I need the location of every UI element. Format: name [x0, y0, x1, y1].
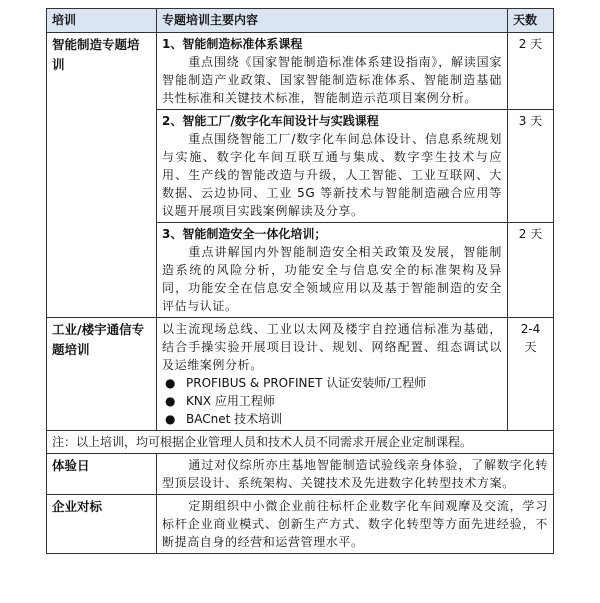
table-row: [47, 33, 554, 110]
category-experience-day: 体验日: [47, 454, 157, 495]
benchmark-desc: 定期组织中小微企业前往标杆企业数字化车间观摩及交流，学习标杆企业商业模式、创新生产方式、数字化转型等方面先进经验，不断提高自身的经营和运营管理水平。: [162, 499, 548, 549]
certification-list: [162, 374, 502, 428]
table-row: [47, 495, 554, 554]
bullet-icon: ●: [165, 394, 176, 408]
course-cell: [157, 33, 508, 110]
benchmark-desc-cell: [157, 495, 554, 554]
table-row: [47, 431, 554, 454]
table-row: [47, 318, 554, 431]
training-table: [46, 8, 554, 554]
category-smart-manufacturing: 智能制造专题培训: [47, 33, 157, 318]
course-title: 3、智能制造安全一体化培训；: [162, 227, 327, 241]
list-item: ● PROFIBUS & PROFINET 认证安装师/工程师: [165, 376, 427, 390]
header-content: 专题培训主要内容: [157, 9, 508, 33]
days-cell: 2 天: [508, 33, 554, 110]
list-item: ● BACnet 技术培训: [165, 412, 283, 426]
comm-intro: 以主流现场总线、工业以太网及楼宇自控通信标准为基础，结合手操实验开展项目设计、规划、网络配置、组态调试以及运维案例分析。: [162, 322, 502, 372]
bullet-icon: ●: [165, 376, 176, 390]
course-title: 1、智能制造标准体系课程: [162, 37, 303, 51]
course-title: 2、智能工厂/数字化车间设计与实践课程: [162, 114, 379, 128]
experience-desc: 通过对仪综所亦庄基地智能制造试验线亲身体验，了解数字化转型顶层设计、系统架构、关键技术及先进数字化转型技术方案。: [162, 458, 548, 490]
course-cell: [157, 318, 508, 431]
course-cell: [157, 110, 508, 223]
course-desc: 重点围绕《国家智能制造标准体系建设指南》，解读国家智能制造产业政策、国家智能制造标准体系、智能制造基础共性标准和关键技术标准，智能制造示范项目案例分析。: [162, 55, 502, 105]
header-row: [47, 9, 554, 33]
course-cell: [157, 223, 508, 318]
experience-desc-cell: [157, 454, 554, 495]
note-text: 注：以上培训，均可根据企业管理人员和技术人员不同需求开展企业定制课程。: [47, 431, 554, 454]
days-cell: 2 天: [508, 223, 554, 318]
days-cell: 3 天: [508, 110, 554, 223]
days-cell: 2-4 天: [508, 318, 554, 431]
course-desc: 重点讲解国内外智能制造安全相关政策及发展，智能制造系统的风险分析，功能安全与信息安全的标准架构及异同，功能安全在信息安全领域应用以及基于智能制造的安全评估与认证。: [162, 245, 502, 313]
list-item: ● KNX 应用工程师: [165, 394, 275, 408]
header-training: 培训: [47, 9, 157, 33]
category-benchmark: 企业对标: [47, 495, 157, 554]
category-communication: 工业/楼宇通信专题培训: [47, 318, 157, 431]
course-desc: 重点围绕智能工厂/数字化车间总体设计、信息系统规划与实施、数字化车间互联互通与集成、数字孪生技术与应用、生产线的智能改造与升级，人工智能、工业互联网、大数据、云边协同、工业 5G 等新技术与智能制造融合应用等议题开展项目实践案例解读及分享。: [162, 132, 502, 218]
bullet-icon: ●: [165, 412, 176, 426]
table-row: [47, 454, 554, 495]
header-days: 天数: [508, 9, 554, 33]
